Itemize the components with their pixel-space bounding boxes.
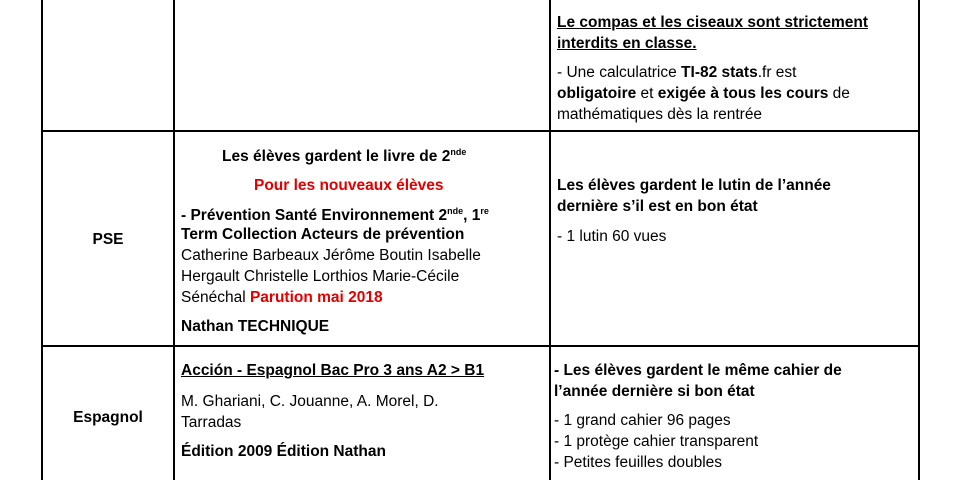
pse-publisher: Nathan TECHNIQUE [181,318,330,335]
pse-authors-2: Hergault Christelle Lorthios Marie-Cécile [181,268,460,285]
pse-keep-book: Les élèves gardent le livre de 2nde [222,146,467,165]
pse-supplies-line-2: dernière s’il est en bon état [557,198,758,215]
calculator-line-1: - Une calculatrice TI-82 stats.fr est [557,64,797,81]
espagnol-supplies-line-2: l’année dernière si bon état [554,383,755,400]
pse-new-students: Pour les nouveaux élèves [254,177,444,194]
subject-pse: PSE [92,231,124,248]
espagnol-item: - Petites feuilles doubles [554,454,723,471]
espagnol-item: - 1 protège cahier transparent [554,433,759,450]
espagnol-supplies-line-1: - Les élèves gardent le même cahier de [554,362,842,379]
pse-book-title-2: Term Collection Acteurs de prévention [181,226,465,243]
espagnol-authors-1: M. Ghariani, C. Jouanne, A. Morel, D. [181,393,439,410]
row-divider-top [41,130,920,132]
pse-book-title-1: - Prévention Santé Environnement 2nde, 1re [181,205,489,224]
espagnol-book-title: Acción - Espagnol Bac Pro 3 ans A2 > B1 [181,362,485,379]
table-divider-supplies [549,0,551,480]
warning-line-1: Le compas et les ciseaux sont strictement [557,14,868,31]
pse-authors-1: Catherine Barbeaux Jérôme Boutin Isabelle [181,247,481,264]
calculator-line-3: mathématiques dès la rentrée [557,106,763,123]
espagnol-item: - 1 grand cahier 96 pages [554,412,731,429]
espagnol-authors-2: Tarradas [181,414,242,431]
warning-line-2: interdits en classe. [557,35,697,52]
espagnol-edition: Édition 2009 Édition Nathan [181,443,386,460]
pse-authors-3: Sénéchal Parution mai 2018 [181,289,383,306]
pse-release-date: Parution mai 2018 [249,289,383,306]
subject-espagnol: Espagnol [73,409,143,426]
table-border-right [918,0,920,480]
calculator-line-2: obligatoire et exigée à tous les cours de [557,85,850,102]
row-divider-pse [41,345,920,347]
pse-supplies-line-1: Les élèves gardent le lutin de l’année [557,177,831,194]
pse-supplies-item: - 1 lutin 60 vues [557,228,667,245]
